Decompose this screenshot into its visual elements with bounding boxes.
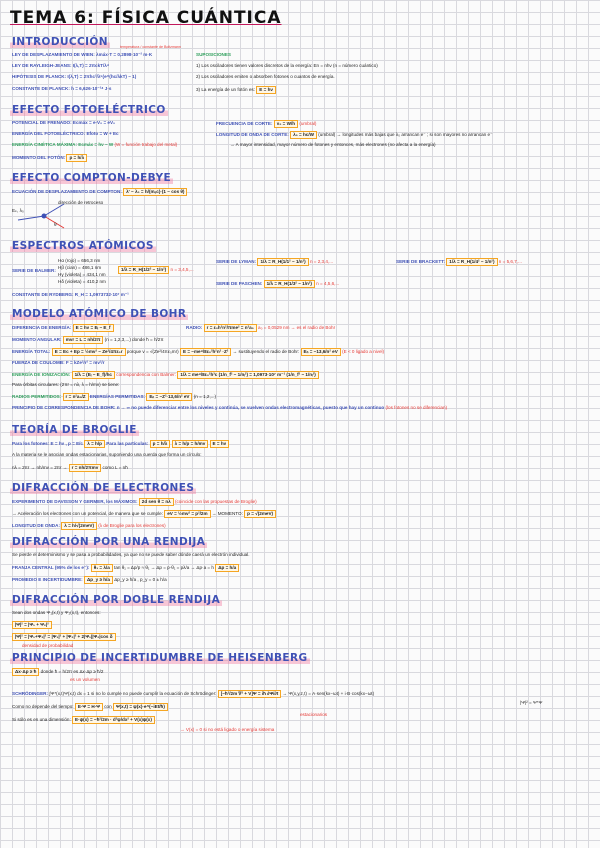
rendija-franja: FRANJA CENTRAL (95% de los e⁻): θ₁ = λ/a tan θ₁ = Δp/p ≈ θ₁ → Δp = p·θ₁ = pλ/a → Δp·a = h Δp = h/a [12, 564, 239, 572]
doble-densidad: densidad de probabilidad [22, 643, 74, 648]
bohr-radios-permitidos: RADIOS PERMITIDOS: r = n²a₀/Z ENERGÍAS PERMITIDAS: Eₙ = −Z²·13,6/n² eV (n = 1,2,...) [12, 394, 217, 399]
section-heisenberg-heading: PRINCIPIO DE INCERTIDUMBRE DE HEISENBERG [12, 652, 308, 664]
compton-ecuacion: ECUACIÓN DE DESPLAZAMIENTO DE COMPTON: λ' − λ₀ = h/(mₑc)·(1 − cos θ) [12, 188, 187, 196]
section-doble-heading: DIFRACCIÓN POR DOBLE RENDIJA [12, 594, 221, 606]
balmer-hb: Hβ (cian) = 486,1 nm [58, 265, 102, 270]
foto-momento: MOMENTO DEL FOTÓN: p = h/λ [12, 154, 87, 162]
section-bohr-heading: MODELO ATÓMICO DE BOHR [12, 308, 187, 320]
balmer-ha: Hα (rojo) = 656,3 nm [58, 258, 101, 263]
compton-ek: Eₖ, λ₀ [12, 208, 24, 213]
intro-planck-hyp: HIPÓTESIS DE PLANCK: I(λ,T) = 2πhc²/λ⁵(e^(hc/λkT) − 1) [12, 74, 137, 79]
section-rendija-heading: DIFRACCIÓN POR UNA RENDIJA [12, 536, 206, 548]
section-espectros-heading: ESPECTROS ATÓMICOS [12, 240, 154, 252]
bohr-momento: MOMENTO ANGULAR: mvr = L = nh/2π (n = 1,2,3,...) donde ħ = h/2π [12, 337, 164, 342]
intro-sup2: 2) Los osciladores emiten o absorben fotones o cuantos de energía. [196, 74, 335, 79]
bohr-radio: RADIO: r = ε₀h²n²/πme² = n²a₀ a₀ = 0,0529 nm → es el radio de Bohr [186, 325, 336, 330]
doble-interferencia: |Ψ|² = |Ψ₁+Ψ₂|² = |Ψ₁|² + |Ψ₂|² + 2|Ψ₁||Ψ₂|cos δ [12, 633, 116, 641]
foto-cinetica: ENERGÍA CINÉTICA MÁXIMA: Ecmáx = hν − W (W = función trabajo del metal) [12, 142, 178, 147]
balmer-label: SERIE DE BALMER: [12, 268, 56, 273]
bohr-ionizacion: ENERGÍA DE IONIZACIÓN: 1/λ = (Eᵢ − E_f)/hc correspondencia con Balmer: 1/λ = me⁴/8ε₀²h³c (1/n_f² − 1/nᵢ²) = 1,0973·10⁷ m⁻¹ (1/n_f² − 1/nᵢ²) [12, 371, 319, 379]
intro-sup3: 3) La energía de un fotón es: E = hν [196, 86, 276, 94]
lyman-series: SERIE DE LYMAN: 1/λ = R_H(1/1² − 1/n²) n = 2,3,4,... [216, 259, 334, 264]
section-intro-heading: INTRODUCCIÓN [12, 36, 108, 48]
intro-suposiciones: SUPOSICIONES [196, 52, 231, 57]
broglie-estacionarias: A la materia se le asocian ondas estacionarias, suponiendo una cuerda que forma un círculo: [12, 452, 202, 457]
intro-sup1: 1) Los osciladores tienen valores discretos de la energía: En = nhν (n = número cuántico) [196, 63, 378, 68]
page-title: TEMA 6: FÍSICA CUÁNTICA [10, 8, 282, 28]
paschen-series: SERIE DE PASCHEN: 1/λ = R_H(1/3² − 1/n²) n = 4,5,6,... [216, 281, 340, 286]
foto-long-corte: LONGITUD DE ONDA DE CORTE: λ₀ = hc/W (umbral) → longitudes más bajas que λ₀ arrancan e⁻ ; si son mayores no arrancan e⁻ [216, 132, 493, 137]
doble-suma: |Ψ|² = |Ψ₁ + Ψ₂|² [12, 621, 52, 629]
bohr-dif-energia: DIFERENCIA DE ENERGÍA: E = hν = Eᵢ − E_f [12, 324, 114, 332]
bohr-orbitas: Para órbitas circulares: (2πr = nλ, λ = h/mv) se tiene: [12, 382, 120, 387]
bohr-coulomb: FUERZA DE COULOMB: F = kZe²/r² = mv²/r [12, 360, 105, 365]
difraccion-davisson: EXPERIMENTO DE DAVISSON Y GERMER, los MÁXIMOS: 2d sen θ = nλ (coincide con las propuestas de Broglie) [12, 499, 257, 504]
foto-freq-corte: FRECUENCIA DE CORTE: ν₀ = W/h (umbral) [216, 121, 317, 126]
heisenberg-ligado: → V(x) = 0 si no está ligado o energía sistema [180, 727, 275, 732]
compton-theta: θ [54, 222, 57, 227]
brackett-series: SERIE DE BRACKETT: 1/λ = R_H(1/4² − 1/n²) n = 5,6,7,... [396, 259, 522, 264]
section-difraccion-heading: DIFRACCIÓN DE ELECTRONES [12, 482, 195, 494]
broglie-fotones: Para los fotones: E = hν , p = E/c λ = h/p Para las partículas: p = h/λ λ = h/p = h/mv E = hν [12, 440, 229, 448]
foto-intensidad: → A mayor intensidad, mayor número de fotones y entonces, más electrones (no afecta a la energía) [230, 142, 436, 147]
doble-ondas: Sean dos ondas Ψ₁(x,t) y Ψ₂(x,t), entonces: [12, 610, 101, 615]
difraccion-longitud: LONGITUD DE ONDA: λ = h/√(2meV) (λ de Broglie para los electrones) [12, 523, 166, 528]
section-foto-heading: EFECTO FOTOELÉCTRICO [12, 104, 166, 116]
heisenberg-tiempo: Como no depende del tiempo: E·Ψ = H·Ψ con Ψ(x,t) = ψ(x)·e^(−iEt/ħ) [12, 703, 168, 711]
compton-retroceso: dirección de retroceso [58, 200, 104, 205]
broglie-circulo: nλ = 2πr → nh/mv = 2πr → r = nh/2πmv como L = nħ [12, 465, 128, 470]
intro-planck-const: CONSTANTE DE PLANCK: h = 6,626·10⁻³⁴ J·s [12, 86, 112, 91]
rydberg-constant: CONSTANTE DE RYDBERG: R_H = 1,0973732·10⁷ m⁻¹ [12, 292, 129, 297]
balmer-hg: Hγ (violeta) = 434,1 nm [58, 272, 106, 277]
difraccion-aceleracion: → Aceleración los electrones con un potencial, de manera que se cumple: eV = ½mv² = p²/2m → MOMENTO: p = √(2meV) [12, 510, 276, 518]
heisenberg-dimension: Si sólo es en una dimensión: E·ψ(x) = −ħ²/2m · d²ψ/dx² + V(x)ψ(x) [12, 716, 155, 724]
foto-potencial: POTENCIAL DE FRENADO: Ecmáx = e·V₀ = eV₀ [12, 120, 116, 125]
rendija-promedio: PROMEDIO E INCERTIDUMBRE: Δp_y ≥ h/a Δp_y ≥ h/a , p_y = 0 ± h/a [12, 577, 167, 582]
intro-note: temperatura / constante de Boltzmann [120, 45, 181, 49]
heisenberg-estacionarios: estacionarios [300, 712, 328, 717]
bohr-correspondencia: PRINCIPIO DE CORRESPONDENCIA DE BOHR: n → ∞ no puede diferenciar entre los niveles y continúa, se vuelven ondas electromagnéticas, puesto que hay un continuo (los fotones no se diferencian) [12, 405, 448, 410]
rendija-determinismo: Se pierde el determinismo y se pasa a probabilidades, ya que no se puede saber dónde caerá un electrón individual. [12, 552, 250, 557]
balmer-formula: 1/λ = R_H(1/2² − 1/n²) n = 3,4,5,... [118, 266, 194, 274]
bohr-energia-total: ENERGÍA TOTAL: E = Ec + Ep = ½mv² − Ze²/4πε₀r porque v = √(Ze²/4πε₀mr) E = −me⁴/8ε₀²h²n² ·Z² → sustituyendo el radio de Bohr: Eₙ = −13,6/n² eV (E < 0 ligado a nivel) [12, 349, 385, 354]
heisenberg-volumen: es un volumen [70, 677, 100, 682]
heisenberg-schrodinger: SCHRÖDINGER: ∫Ψ*(x,t)Ψ(x,t) dx = 1 si no lo cumple no puede cumplir la ecuación de Schrödinger: [−ħ²/2m ∇² + V]Ψ = iħ ∂Ψ/∂t → Ψ(x,y,z,t) = A·sen(kx−ωt) + i·B·cos(kx−ωt) [12, 691, 375, 696]
balmer-hd: Hδ (violeta) = 410,2 nm [58, 279, 106, 284]
intro-wien: LEY DE DESPLAZAMIENTO DE WIEN: λmáx·T = 0,2898·10⁻² m·K [12, 52, 153, 57]
intro-rayleigh: LEY DE RAYLEIGH-JEANS: I(λ,T) = 2πckT/λ⁴ [12, 63, 110, 68]
heisenberg-modulo: |Ψ|² = Ψ*Ψ [520, 700, 543, 705]
foto-energia: ENERGÍA DEL FOTOELÉCTRICO: Efoto = W + Ec [12, 131, 119, 136]
section-compton-heading: EFECTO COMPTON-DEBYE [12, 172, 172, 184]
heisenberg-principio: Δx·Δp ≥ ħ donde ħ = h/2π es Δx·Δp ≥ ħ/2 [12, 668, 103, 676]
section-broglie-heading: TEORÍA DE BROGLIE [12, 424, 137, 436]
